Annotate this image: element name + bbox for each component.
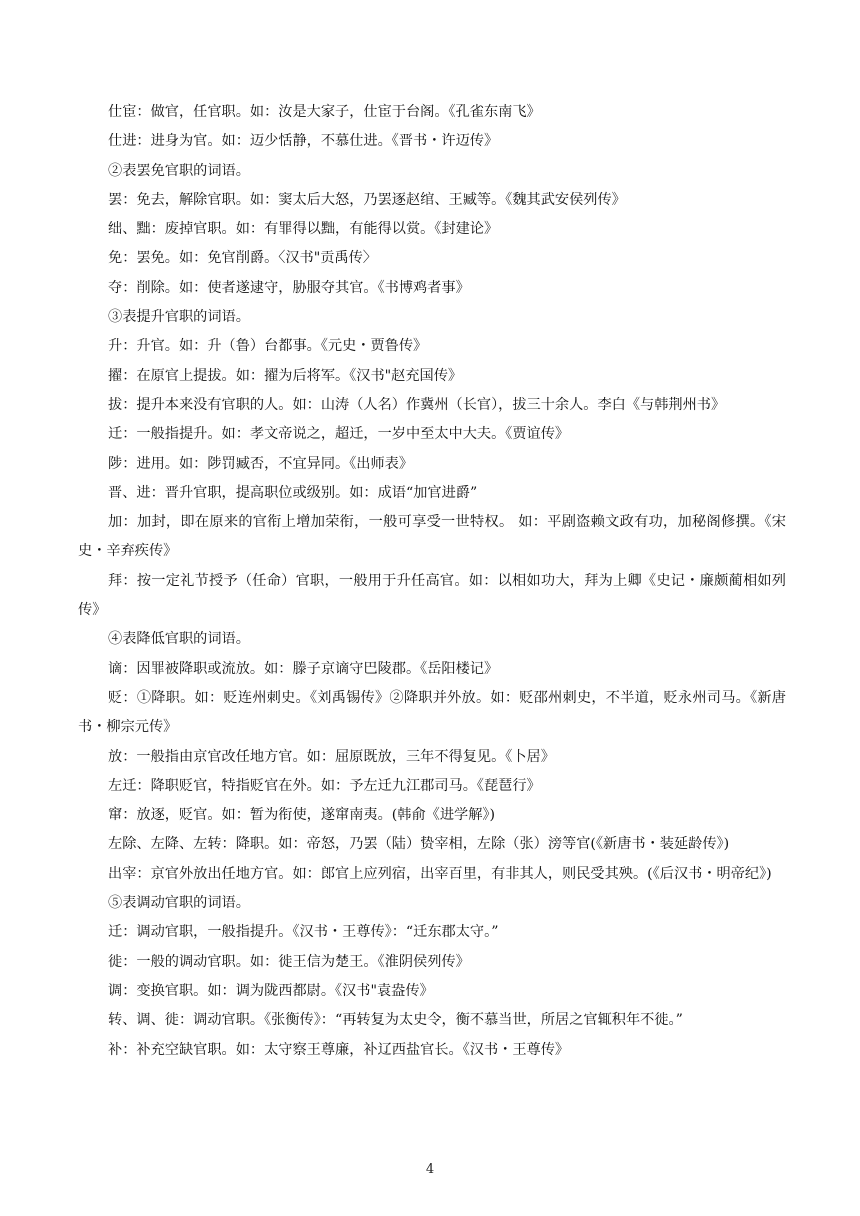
paragraph: 迁：调动官职，一般指提升。《汉书・王尊传》：“迁东郡太守。” — [108, 924, 499, 941]
paragraph: 罢：免去，解除官职。如：窦太后大怒，乃罢逐赵绾、王臧等。《魏其武安侯列传》 — [108, 191, 626, 208]
section-heading: ④表降低官职的词语。 — [108, 631, 250, 648]
paragraph: 左迁：降职贬官，特指贬官在外。如：予左迁九江郡司马。《琵琶行》 — [108, 777, 541, 794]
paragraph: 贬：①降职。如：贬连州刺史。《刘禹锡传》②降职并外放。如：贬邵州刺史，不半道，贬永州司马。《新唐书・柳宗元传》 — [78, 689, 786, 736]
paragraph: 拜：按一定礼节授予（任命）官职，一般用于升任高官。如：以相如功大，拜为上卿《史记・廉颇蔺相如列传》 — [78, 572, 786, 619]
paragraph: 夺：削除。如：使者遂逮守，胁服夺其官。《书博鸡者事》 — [108, 279, 470, 296]
paragraph: 陟：进用。如：陟罚臧否，不宜异同。《出师表》 — [108, 455, 414, 472]
paragraph: 调：变换官职。如：调为陇西都尉。《汉书"袁盎传》 — [108, 982, 434, 999]
paragraph: 升：升官。如：升（鲁）台都事。《元史・贾鲁传》 — [108, 338, 428, 355]
section-heading: ②表罢免官职的词语。 — [108, 162, 250, 179]
paragraph: 擢：在原官上提拔。如：擢为后将军。《汉书"赵充国传》 — [108, 367, 463, 384]
paragraph: 拔：提升本来没有官职的人。如：山涛（人名）作冀州（长官），拔三十余人。李白《与韩荆州书》 — [108, 396, 726, 413]
paragraph: 左除、左降、左转：降职。如：帝怒，乃罢（陆）贽宰相，左除（张）滂等官(《新唐书・装延龄传》) — [108, 836, 730, 853]
paragraph: 转、调、徙：调动官职。《张衡传》：“再转复为太史令，衡不慕当世，所居之官辄积年不徙。” — [108, 1012, 683, 1029]
section-heading: ③表提升官职的词语。 — [108, 309, 250, 326]
paragraph: 仕进：进身为官。如：迈少恬静，不慕仕进。《晋书・许迈传》 — [108, 133, 499, 150]
paragraph: 徙：一般的调动官职。如：徙王信为楚王。《淮阴侯列传》 — [108, 953, 470, 970]
paragraph: 出宰：京官外放出任地方官。如：郎官上应列宿，出宰百里，有非其人，则民受其殃。(《后汉书・明帝纪》) — [108, 865, 772, 882]
page-number: 4 — [425, 1162, 435, 1177]
paragraph: 补：补充空缺官职。如：太守察王尊廉，补辽西盐官长。《汉书・王尊传》 — [108, 1041, 570, 1058]
paragraph: 晋、进：晋升官职，提高职位或级别。如：成语“加官进爵” — [108, 484, 478, 501]
paragraph: 绌、黜：废掉官职。如：有罪得以黜，有能得以赏。《封建论》 — [108, 221, 499, 238]
paragraph: 免：罢免。如：免官削爵。〈汉书"贡禹传〉 — [108, 250, 377, 267]
section-heading: ⑤表调动官职的词语。 — [108, 895, 250, 912]
body-text — [78, 98, 786, 1065]
paragraph: 迁：一般指提升。如：孝文帝说之，超迁，一岁中至太中大夫。《贾谊传》 — [108, 426, 570, 443]
paragraph: 仕宦：做官，任官职。如：汝是大家子，仕宦于台阁。《孔雀东南飞》 — [108, 104, 541, 120]
paragraph: 加：加封，即在原来的官衔上增加荣衔，一般可享受一世特权。 如：平剧盗赖文政有功，加秘阁修撰。《宋史・辛弃疾传》 — [78, 514, 786, 560]
paragraph: 窜：放逐，贬官。如：暂为衔使，遂窜南夷。(韩俞《进学解》) — [108, 807, 496, 824]
paragraph: 谪：因罪被降职或流放。如：滕子京谪守巴陵郡。《岳阳楼记》 — [108, 660, 499, 677]
paragraph: 放：一般指由京官改任地方官。如：屈原既放，三年不得复见。《卜居》 — [108, 748, 555, 765]
